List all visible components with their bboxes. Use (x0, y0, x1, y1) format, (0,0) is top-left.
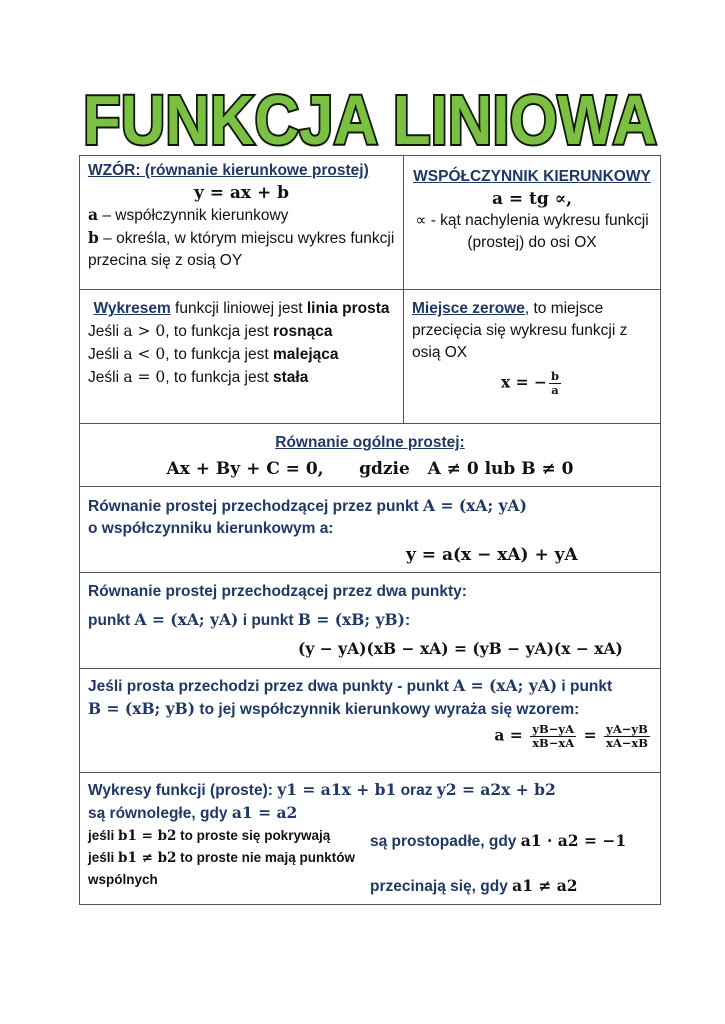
slope-formula: y = ax + b (193, 183, 290, 203)
formula-heading: WZÓR: (równanie kierunkowe prostej) (88, 162, 369, 179)
cell-graph-monotonicity (80, 290, 404, 424)
a-desc: – współczynnik kierunkowy (98, 207, 289, 224)
cell-point-slope (80, 487, 661, 573)
slope-heading: WSPÓŁCZYNNIK KIERUNKOWY (413, 168, 651, 185)
two-points-formula: (y − yA)(xB − xA) = (yB − yA)(x − xA) (298, 639, 623, 658)
cell-line-relations: Wykresy funkcji (proste): y1 = a1x + b1 oraz y2 = a2x + b2 są równoległe, gdy a1 = a2 jeśli b1 = b2 to proste się pokrywają jeśli b1 ≠ b2 to proste nie mają punktów wspólnych są prostopadłe, gdy a1 · a2 = −1 przecinają się, gdy a1 ≠ a2 (80, 773, 661, 905)
cell-general-equation (80, 424, 661, 487)
line-word: linia prosta (306, 300, 390, 317)
cell-zero-point (404, 290, 661, 424)
zero-formula: x = − $\frac{b}{a}$ (500, 369, 560, 397)
point-slope-text: Równanie prostej przechodzącej przez punkt (88, 498, 424, 515)
angle-desc: ∝ - kąt nachylenia wykresu funkcji (prostej) do osi OX (415, 212, 649, 251)
tangent-formula: a = tg ∝, (491, 189, 573, 209)
formula-sheet (79, 155, 661, 905)
general-formula: Ax + By + C = 0, gdzie A ≠ 0 lub B ≠ 0 (166, 459, 574, 479)
two-points-heading: Równanie prostej przechodzącej przez dwa punkty: (88, 583, 467, 600)
cell-slope-from-points: Jeśli prosta przechodzi przez dwa punkty - punkt A = (xA; yA) i punkt B = (xB; yB) to jej współczynnik kierunkowy wyraża się wzorem: a = $\frac{yB-yA}{xB-xA}$ = $\frac{yA-yB}{xA-xB}$ (80, 669, 661, 773)
graph-text: funkcji liniowej jest (170, 300, 307, 317)
cell-slope-coefficient (404, 156, 661, 290)
a-symbol: a (88, 205, 99, 224)
slope-from-points-formula: a = $\frac{yB-yA}{xB-xA}$ = $\frac{yA-yB}{xA-xB}$ (494, 722, 648, 750)
graph-label: Wykresem (93, 300, 171, 317)
point-slope-formula: y = a(x − xA) + yA (406, 545, 578, 565)
general-heading: Równanie ogólne prostej: (275, 434, 465, 451)
title-graphic (0, 82, 725, 152)
decreasing-row: Jeśli a < 0, to funkcja jest malejąca (88, 345, 339, 363)
zero-label: Miejsce zerowe (412, 300, 525, 317)
cell-two-points: Równanie prostej przechodzącej przez dwa punkty: punkt A = (xA; yA) i punkt B = (xB; yB): (y − yA)(xB − xA) = (yB − yA)(x − xA) (80, 573, 661, 669)
cell-formula (80, 156, 404, 290)
constant-row: Jeśli a = 0, to funkcja jest stała (88, 368, 309, 386)
increasing-row: Jeśli a > 0, to funkcja jest rosnąca (88, 322, 333, 340)
point-slope-text2: o współczynniku kierunkowym a: (88, 520, 334, 537)
page-title (0, 82, 725, 152)
b-desc: – określa, w którym miejscu wykres funkcji przecina się z osią OY (88, 230, 395, 269)
b-symbol: b (88, 228, 99, 247)
zero-desc: , to miejsce przecięcia się wykresu funkcji z osią OX (412, 300, 628, 361)
point-a: A = (xA; yA) (423, 496, 527, 515)
title-text: FUNKCJA LINIOWA (83, 82, 657, 152)
